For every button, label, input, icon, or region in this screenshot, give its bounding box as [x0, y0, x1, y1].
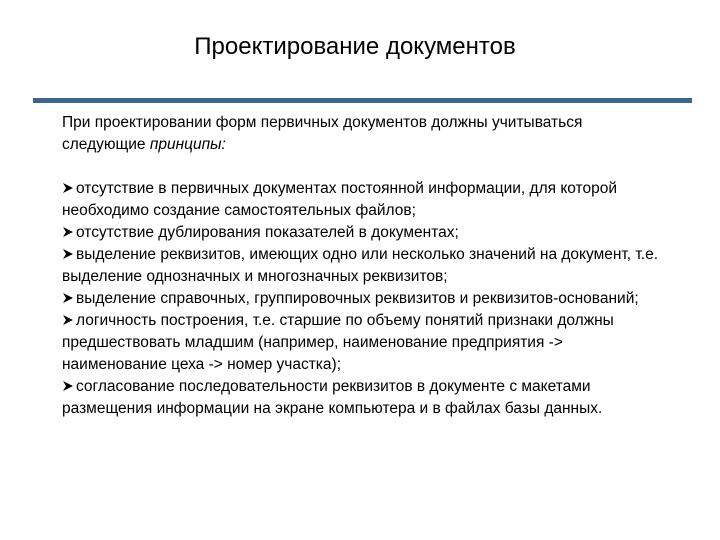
arrow-bullet-icon [62, 226, 76, 238]
intro-text: При проектировании форм первичных документов должны учитываться следующие [62, 114, 583, 153]
list-item-text: выделение справочных, группировочных реквизитов и реквизитов-оснований; [76, 290, 639, 307]
list-item [62, 376, 667, 420]
list-item [62, 178, 667, 222]
intro-paragraph [62, 112, 667, 156]
list-item-text: согласование последовательности реквизитов в документе с макетами размещения информации на экране компьютера и в файлах базы данных. [62, 378, 603, 417]
paragraph-spacer [62, 156, 667, 178]
arrow-bullet-icon [62, 314, 76, 326]
list-item [62, 310, 667, 376]
intro-emphasis: принципы: [149, 136, 226, 153]
slide-body [62, 112, 667, 420]
arrow-bullet-icon [62, 248, 76, 260]
arrow-bullet-icon [62, 182, 76, 194]
list-item [62, 288, 667, 310]
principles-list [62, 178, 667, 420]
list-item-text: отсутствие дублирования показателей в документах; [76, 224, 459, 241]
list-item [62, 222, 667, 244]
list-item-text: отсутствие в первичных документах постоянной информации, для которой необходимо создание самостоятельных файлов; [62, 180, 618, 219]
arrow-bullet-icon [62, 380, 76, 392]
list-item [62, 244, 667, 288]
slide-title: Проектирование документов [194, 33, 516, 60]
list-item-text: выделение реквизитов, имеющих одно или несколько значений на документ, т.е. выделение однозначных и многозначных реквизитов; [62, 246, 659, 285]
title-divider [33, 98, 692, 103]
arrow-bullet-icon [62, 292, 76, 304]
list-item-text: логичность построения, т.е. старшие по объему понятий признаки должны предшествовать младшим (например, наименование предприятия -> наименование цеха -> номер участка); [62, 312, 614, 373]
